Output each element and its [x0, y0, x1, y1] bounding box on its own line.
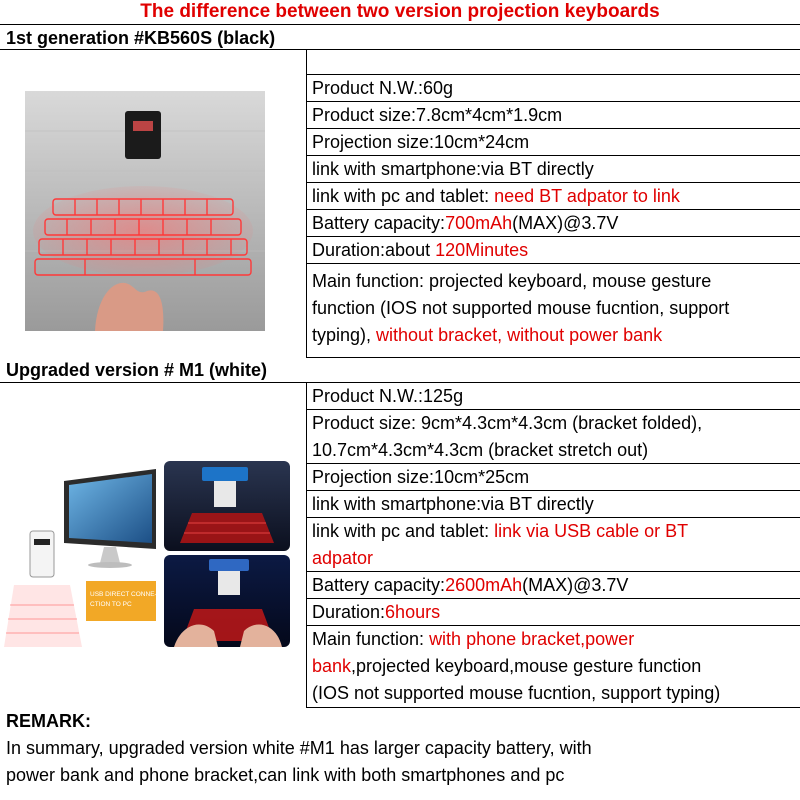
remark-header: REMARK: — [6, 711, 91, 731]
page-title: The difference between two version projection keyboards — [140, 1, 660, 22]
monitor-icon — [64, 469, 156, 568]
gen1-func-line3: typing), without bracket, without power bank — [312, 325, 663, 345]
device-icon — [125, 111, 161, 159]
gen2-size-line1: Product size: 9cm*4.3cm*4.3cm (bracket folded), — [312, 413, 703, 433]
gen1-smartphone: link with smartphone:via BT directly — [307, 156, 800, 183]
gen1-battery — [307, 210, 800, 237]
gen2-dur-label: Duration: — [312, 602, 386, 622]
gen1-function — [307, 264, 800, 358]
gen2-header: Upgraded version # M1 (white) — [0, 358, 800, 383]
gen1-projection: Projection size:10cm*24cm — [307, 129, 800, 156]
gen1-size: Product size:7.8cm*4cm*1.9cm — [307, 102, 800, 129]
gen1-func-line2: function (IOS not supported mouse fucntion, support — [312, 298, 730, 318]
gen2-size-line2: 10.7cm*4.3cm*4.3cm (bracket stretch out) — [312, 440, 649, 460]
gen1-func-line1: Main function: projected keyboard, mouse gesture — [312, 271, 712, 291]
gen1-batt-label: Battery capacity: — [312, 213, 446, 233]
gen1-pc-value: need BT adpator to link — [494, 186, 680, 206]
gen1-dur-value: 120Minutes — [435, 240, 529, 260]
gen2-smartphone: link with smartphone:via BT directly — [307, 491, 800, 518]
remark-line2: power bank and phone bracket,can link with both smartphones and pc — [6, 765, 565, 785]
gen2-batt-value: 2600mAh — [445, 575, 523, 595]
gen2-dur-value: 6hours — [385, 602, 441, 622]
gen1-batt-suffix: (MAX)@3.7V — [512, 213, 619, 233]
gen2-battery — [307, 572, 800, 599]
gen2-image-cell — [0, 383, 307, 708]
gen1-spacer-row — [307, 50, 800, 75]
gen2-function — [307, 626, 800, 708]
gen2-projection: Projection size:10cm*25cm — [307, 464, 800, 491]
gen2-weight: Product N.W.:125g — [307, 383, 800, 410]
gen1-dur-label: Duration:about — [312, 240, 436, 260]
gen1-pc-label: link with pc and tablet: — [312, 186, 495, 206]
gen2-pc-link — [307, 518, 800, 572]
remark-line1: In summary, upgraded version white #M1 has larger capacity battery, with — [6, 738, 592, 758]
badge-line1: USB DIRECT CONNE- — [90, 591, 157, 598]
gen2-pc-label: link with pc and tablet: — [312, 521, 495, 541]
gen1-weight: Product N.W.:60g — [307, 75, 800, 102]
gen2-func-line1: Main function: with phone bracket,power — [312, 629, 635, 649]
remark-body — [0, 735, 800, 789]
gen2-duration — [307, 599, 800, 626]
gen2-pc-value1: link via USB cable or BT — [494, 521, 689, 541]
gen1-duration — [307, 237, 800, 264]
gen2-size — [307, 410, 800, 464]
gen1-image-cell — [0, 50, 307, 358]
badge-line2: CTION TO PC — [90, 601, 132, 608]
gen2-product-image — [4, 459, 299, 649]
gen2-batt-suffix: (MAX)@3.7V — [522, 575, 629, 595]
device-icon — [30, 531, 54, 577]
gen2-func-line2: bank,projected keyboard,mouse gesture function — [312, 656, 702, 676]
gen1-pc-link — [307, 183, 800, 210]
gen1-batt-value: 700mAh — [445, 213, 513, 233]
gen2-batt-label: Battery capacity: — [312, 575, 446, 595]
gen2-func-line3: (IOS not supported mouse fucntion, support typing) — [312, 683, 721, 703]
gen2-pc-value2: adpator — [312, 548, 374, 568]
gen1-product-image — [25, 91, 265, 331]
gen1-header: 1st generation #KB560S (black) — [0, 24, 800, 50]
